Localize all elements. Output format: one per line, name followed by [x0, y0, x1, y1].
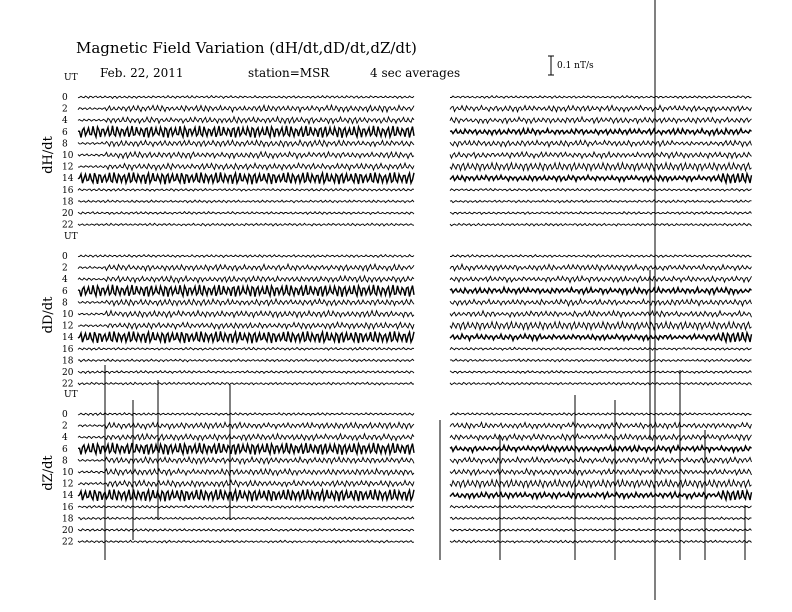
hour-tick-label: 8	[62, 139, 68, 150]
hour-tick-label: 2	[62, 104, 68, 115]
hour-tick-label: 4	[62, 116, 68, 127]
hour-tick-label: 10	[62, 151, 74, 161]
hour-tick-label: 10	[62, 468, 74, 478]
hour-tick-label: 16	[62, 344, 74, 355]
hour-tick-label: 6	[62, 286, 68, 297]
hour-tick-label: 8	[62, 456, 68, 467]
hour-tick-label: 22	[62, 220, 74, 231]
hour-tick-label: 2	[62, 263, 68, 274]
hour-tick-label: 0	[62, 93, 68, 103]
panel-ylabel: dZ/dt	[41, 455, 56, 491]
hour-tick-label: 0	[62, 410, 68, 420]
averaging-label: 4 sec averages	[370, 66, 461, 80]
hour-tick-label: 16	[62, 185, 74, 196]
ut-axis-label: UT	[64, 73, 78, 83]
hour-tick-label: 14	[62, 333, 74, 344]
chart-title: Magnetic Field Variation (dH/dt,dD/dt,dZ/dt)	[76, 39, 417, 57]
hour-tick-label: 4	[62, 275, 68, 286]
hour-tick-label: 14	[62, 174, 74, 185]
hour-tick-label: 16	[62, 502, 74, 513]
panel-ylabel: dD/dt	[41, 296, 56, 334]
hour-tick-label: 6	[62, 127, 68, 138]
hour-tick-label: 18	[62, 197, 74, 208]
hour-tick-label: 8	[62, 298, 68, 309]
scale-bar-label: 0.1 nT/s	[557, 61, 594, 71]
hour-tick-label: 22	[62, 379, 74, 390]
date-label: Feb. 22, 2011	[100, 66, 184, 80]
hour-tick-label: 12	[62, 479, 74, 490]
hour-tick-label: 12	[62, 162, 74, 173]
hour-tick-label: 20	[62, 526, 74, 536]
ut-axis-label: UT	[64, 390, 78, 400]
panel-ylabel: dH/dt	[41, 136, 56, 174]
hour-tick-label: 20	[62, 368, 74, 378]
hour-tick-label: 6	[62, 444, 68, 455]
hour-tick-label: 14	[62, 491, 74, 502]
hour-tick-label: 10	[62, 310, 74, 320]
ut-axis-label: UT	[64, 232, 78, 242]
hour-tick-label: 0	[62, 252, 68, 262]
hour-tick-label: 22	[62, 537, 74, 548]
hour-tick-label: 20	[62, 209, 74, 219]
hour-tick-label: 4	[62, 433, 68, 444]
station-label: station=MSR	[248, 66, 330, 80]
hour-tick-label: 18	[62, 356, 74, 367]
hour-tick-label: 12	[62, 321, 74, 332]
hour-tick-label: 18	[62, 514, 74, 525]
hour-tick-label: 2	[62, 421, 68, 432]
